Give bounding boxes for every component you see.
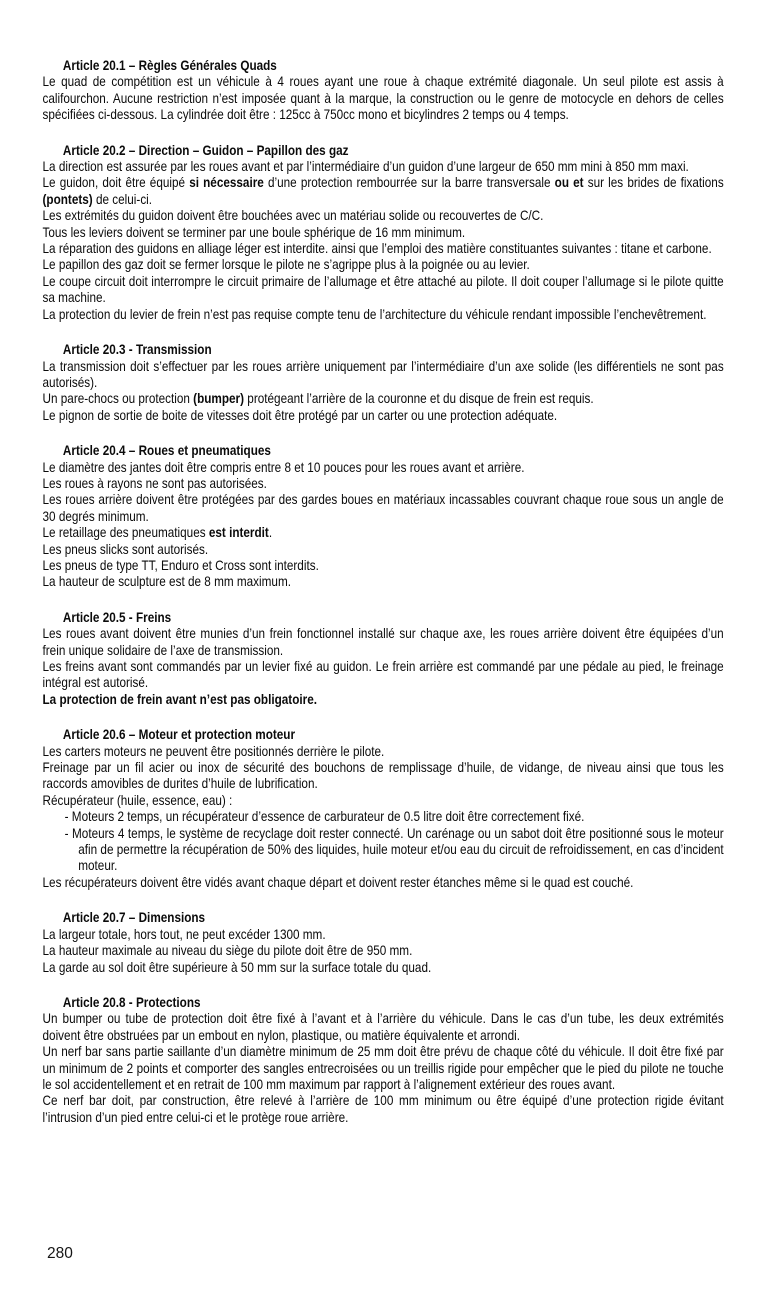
text-run: Les pneus slicks sont autorisés. xyxy=(42,541,209,557)
text-run: Les roues avant doivent être munies d’un frein fonctionnel installé sur chaque axe, les roues arrière doivent être équipées d’un frein unique solidaire de l’axe de transmission. xyxy=(42,626,724,658)
article-title: Article 20.7 – Dimensions xyxy=(62,910,206,926)
paragraph xyxy=(43,460,724,476)
paragraph xyxy=(43,558,724,574)
text-run: Le pignon de sortie de boite de vitesses doit être protégé par un carter ou une protection adéquate. xyxy=(42,407,558,423)
paragraph xyxy=(43,391,724,407)
text-run: La hauteur de sculpture est de 8 mm maximum. xyxy=(42,574,291,590)
text-run: La direction est assurée par les roues avant et par l’intermédiaire d’un guidon d’une largeur de 650 mm mini à 850 mm maxi. xyxy=(42,159,689,175)
paragraph xyxy=(43,408,724,424)
article xyxy=(43,995,724,1126)
text-run: . xyxy=(268,525,273,541)
paragraph xyxy=(43,175,724,208)
text-run: Tous les leviers doivent se terminer par une boule sphérique de 16 mm minimum. xyxy=(42,224,466,240)
article-title: Article 20.5 - Freins xyxy=(62,609,172,625)
text-run: sur les brides de fixations xyxy=(583,175,724,191)
paragraph xyxy=(43,960,724,976)
paragraph xyxy=(43,744,724,760)
paragraph xyxy=(43,793,724,809)
text-run: Le guidon, doit être équipé xyxy=(42,175,190,191)
text-run: Les roues à rayons ne sont pas autorisées. xyxy=(42,475,267,491)
text-run: Les pneus de type TT, Enduro et Cross sont interdits. xyxy=(42,557,319,573)
article xyxy=(43,610,724,708)
paragraph xyxy=(43,74,724,123)
paragraph xyxy=(43,875,724,891)
article xyxy=(43,443,724,591)
article-title: Article 20.6 – Moteur et protection moteur xyxy=(62,727,296,743)
article-title: Article 20.1 – Règles Générales Quads xyxy=(62,58,277,73)
paragraph xyxy=(43,542,724,558)
paragraph xyxy=(43,692,724,708)
text-run: La hauteur maximale au niveau du siège du pilote doit être de 950 mm. xyxy=(42,943,413,959)
text-run: de celui-ci. xyxy=(92,191,153,207)
text-run: - Moteurs 2 temps, un récupérateur d’essence de carburateur de 0.5 litre doit être correctement fixé. xyxy=(64,809,585,825)
paragraph xyxy=(43,760,724,793)
list-item xyxy=(43,826,724,875)
text-run: (bumper) xyxy=(193,391,245,407)
paragraph xyxy=(43,659,724,692)
paragraph xyxy=(43,525,724,541)
text-run: - Moteurs 4 temps, le système de recyclage doit rester connecté. Un carénage ou un sabot doit être positionné sous le moteur afin de permettre la récupération de 50% des liquides, huile moteur et/ou eau du circuit de refroidissement, en cas d’incident moteur. xyxy=(64,825,724,874)
page-number: 280 xyxy=(47,1245,73,1262)
paragraph xyxy=(43,241,724,257)
text-run: est interdit xyxy=(208,525,269,541)
text-run: Un nerf bar sans partie saillante d’un diamètre minimum de 25 mm doit être prévu de chaque côté du véhicule. Il doit être fixé par un minimum de 2 points et comporter des sangles entrecroisées ou un treillis rigide pour empêcher que le pied du pilote ne touche le sol accidentellement et en retrait de 100 mm maximum par rapport à l’alignement extérieur des roues avant. xyxy=(42,1044,724,1092)
paragraph xyxy=(43,476,724,492)
text-run: La transmission doit s’effectuer par les roues arrière uniquement par l’intermédiaire d’un axe solide (les différentiels ne sont pas autorisés). xyxy=(42,358,724,390)
text-run: Les roues arrière doivent être protégées par des gardes boues en matériaux incassables couvrant chaque roue sous un angle de 30 degrés minimum. xyxy=(42,492,724,524)
text-run: Les carters moteurs ne peuvent être positionnés derrière le pilote. xyxy=(42,743,385,759)
text-run: Le retaillage des pneumatiques xyxy=(42,525,209,541)
text-run: Les récupérateurs doivent être vidés avant chaque départ et doivent rester étanches même si le quad est couché. xyxy=(42,874,634,890)
paragraph xyxy=(43,208,724,224)
article-title: Article 20.2 – Direction – Guidon – Papillon des gaz xyxy=(62,142,349,158)
paragraph xyxy=(43,927,724,943)
paragraph xyxy=(43,307,724,323)
article xyxy=(43,58,724,124)
text-run: d’une protection rembourrée sur la barre transversale xyxy=(263,175,555,191)
paragraph xyxy=(43,257,724,273)
article-title: Article 20.4 – Roues et pneumatiques xyxy=(62,443,271,459)
paragraph xyxy=(43,159,724,175)
paragraph xyxy=(43,225,724,241)
text-run: La protection du levier de frein n’est pas requise compte tenu de l’architecture du véhicule rendant impossible l’enchevêtrement. xyxy=(42,306,707,322)
paragraph xyxy=(43,1044,724,1093)
text-run: Les extrémités du guidon doivent être bouchées avec un matériau solide ou recouvertes de C/C. xyxy=(42,208,544,224)
article xyxy=(43,727,724,891)
text-run: La réparation des guidons en alliage léger est interdite. ainsi que l’emploi des matière constituantes suivantes : titane et carbone. xyxy=(42,241,712,257)
paragraph xyxy=(43,1093,724,1126)
paragraph xyxy=(43,626,724,659)
paragraph xyxy=(43,492,724,525)
article xyxy=(43,910,724,976)
text-run: si nécessaire xyxy=(189,175,264,191)
text-run: Le papillon des gaz doit se fermer lorsque le pilote ne s’agrippe plus à la poignée ou au levier. xyxy=(42,257,530,273)
text-run: Ce nerf bar doit, par construction, être relevé à l’arrière de 100 mm minimum ou être équipé d’une protection rigide évitant l’intrusion d’un pied entre celui-ci et le protège roue arrière. xyxy=(42,1093,724,1125)
text-run: La protection de frein avant n’est pas obligatoire. xyxy=(42,691,317,707)
text-run: Les freins avant sont commandés par un levier fixé au guidon. Le frein arrière est commandé par une pédale au pied, le freinage intégral est autorisé. xyxy=(42,659,724,691)
text-run: Un pare-chocs ou protection xyxy=(42,391,194,407)
paragraph xyxy=(43,574,724,590)
text-run: Freinage par un fil acier ou inox de sécurité des bouchons de remplissage d’huile, de vidange, de niveau ainsi que tous les raccords amovibles de durites d’huile de lubrification. xyxy=(42,760,724,792)
text-run: La garde au sol doit être supérieure à 50 mm sur la surface totale du quad. xyxy=(42,959,432,975)
paragraph xyxy=(43,1011,724,1044)
paragraph xyxy=(43,943,724,959)
article-title: Article 20.3 - Transmission xyxy=(62,342,212,358)
text-run: protégeant l’arrière de la couronne et du disque de frein est requis. xyxy=(244,391,594,407)
text-run: Le coupe circuit doit interrompre le circuit primaire de l’allumage et être attaché au pilote. Il doit couper l’allumage si le pilote quitte sa machine. xyxy=(42,273,724,306)
text-run: Récupérateur (huile, essence, eau) : xyxy=(42,792,233,808)
list-item xyxy=(43,809,724,825)
article-title: Article 20.8 - Protections xyxy=(62,994,201,1010)
text-run: Le quad de compétition est un véhicule à 4 roues ayant une roue à chaque extrémité diagonale. Un seul pilote est assis à califourchon. Aucune restriction n’est imposée quant à la marque, la construction ou le genre de motocycle en dehors de celles spécifiées ci-dessous. La cylindrée doit être : 125cc à 750cc mono et bicylindres 2 temps ou 4 temps. xyxy=(42,74,724,123)
text-run: ou et xyxy=(554,175,584,191)
text-run: Un bumper ou tube de protection doit être fixé à l’avant et à l’arrière du véhicule. Dans le cas d’un tube, les deux extrémités doivent être obstruées par un embout en nylon, plastique, ou matière équivalente et arrondi. xyxy=(42,1011,724,1043)
paragraph xyxy=(43,359,724,392)
text-run: La largeur totale, hors tout, ne peut excéder 1300 mm. xyxy=(42,926,326,942)
text-run: (pontets) xyxy=(42,191,93,207)
text-run: Le diamètre des jantes doit être compris entre 8 et 10 pouces pour les roues avant et arrière. xyxy=(42,459,525,475)
paragraph xyxy=(43,274,724,307)
article xyxy=(43,342,724,424)
article xyxy=(43,143,724,323)
